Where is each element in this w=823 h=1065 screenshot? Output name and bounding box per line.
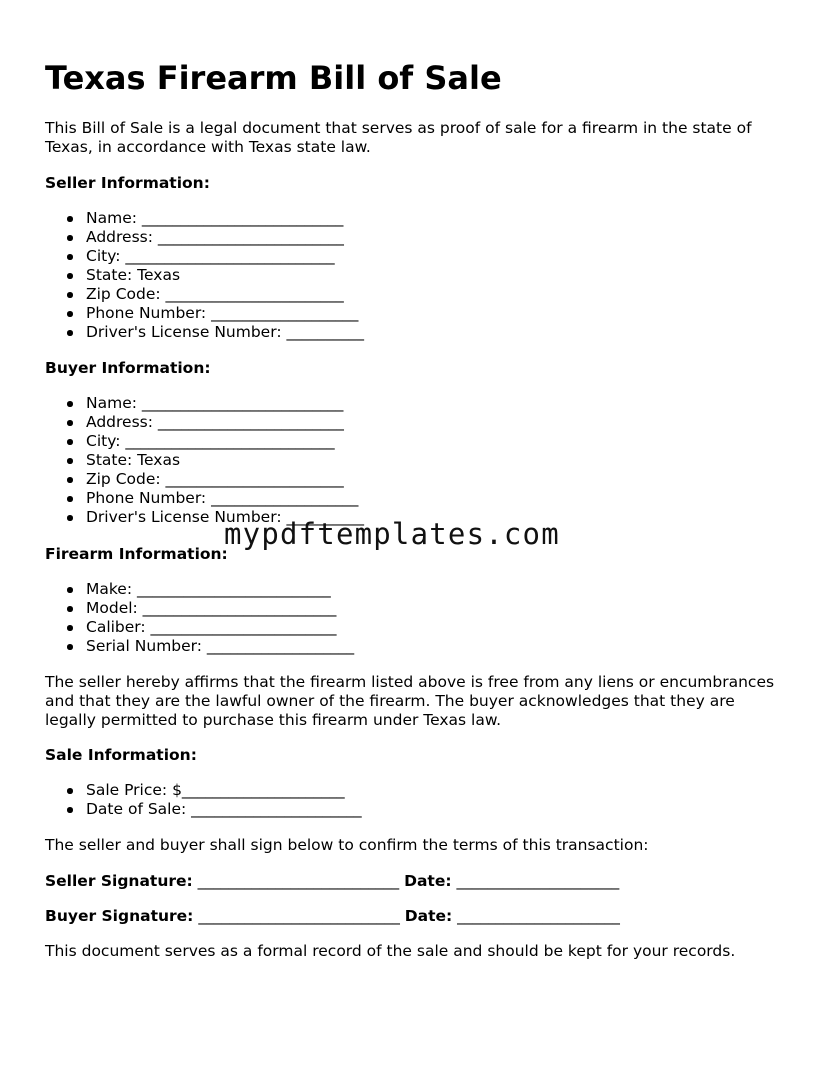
buyer-state-field: State: Texas [45,451,364,470]
buyer-name-field: Name: __________________________ [45,394,364,413]
firearm-caliber-field: Caliber: ________________________ [45,618,354,637]
seller-phone-field: Phone Number: ___________________ [45,304,364,323]
firearm-heading: Firearm Information: [45,545,228,563]
buyer-signature-line [45,907,620,926]
buyer-phone-field: Phone Number: ___________________ [45,489,364,508]
buyer-signature-label: Buyer Signature: [45,907,194,925]
seller-signature-blank: __________________________ [197,872,400,890]
buyer-heading: Buyer Information: [45,359,211,377]
firearm-make-field: Make: _________________________ [45,580,354,599]
firearm-model-field: Model: _________________________ [45,599,354,618]
sale-fields-list [45,781,362,819]
buyer-zip-field: Zip Code: _______________________ [45,470,364,489]
seller-zip-field: Zip Code: _______________________ [45,285,364,304]
seller-city-field: City: ___________________________ [45,247,364,266]
seller-signature-line [45,872,619,891]
sale-price-field: Sale Price: $_____________________ [45,781,362,800]
firearm-fields-list [45,580,354,656]
seller-license-field: Driver's License Number: __________ [45,323,364,342]
seller-date-blank: _____________________ [456,872,620,890]
seller-date-label: Date: [404,872,452,890]
seller-state-field: State: Texas [45,266,364,285]
seller-heading: Seller Information: [45,174,210,192]
seller-fields-list [45,209,364,342]
buyer-license-field: Driver's License Number: __________ [45,508,364,527]
buyer-fields-list [45,394,364,527]
sale-date-field: Date of Sale: ______________________ [45,800,362,819]
buyer-signature-blank: __________________________ [198,907,400,925]
seller-signature-label: Seller Signature: [45,872,193,890]
seller-address-field: Address: ________________________ [45,228,364,247]
firearm-serial-field: Serial Number: ___________________ [45,637,354,656]
buyer-date-blank: _____________________ [457,907,620,925]
buyer-city-field: City: ___________________________ [45,432,364,451]
buyer-date-label: Date: [404,907,453,925]
affirmation-paragraph: The seller hereby affirms that the firearm listed above is free from any liens or encumbrances and that they are the lawful owner of the firearm. The buyer acknowledges that they are legally permitted to purchase this firearm under Texas law. [45,673,775,729]
intro-paragraph: This Bill of Sale is a legal document that serves as proof of sale for a firearm in the state of Texas, in accordance with Texas state law. [45,119,752,156]
sale-heading: Sale Information: [45,746,197,764]
closing-text: This document serves as a formal record of the sale and should be kept for your records. [45,942,736,960]
buyer-address-field: Address: ________________________ [45,413,364,432]
document-title: Texas Firearm Bill of Sale [45,59,502,97]
confirm-text: The seller and buyer shall sign below to confirm the terms of this transaction: [45,836,649,854]
watermark-text: mypdftemplates.com [224,517,560,551]
seller-name-field: Name: __________________________ [45,209,364,228]
